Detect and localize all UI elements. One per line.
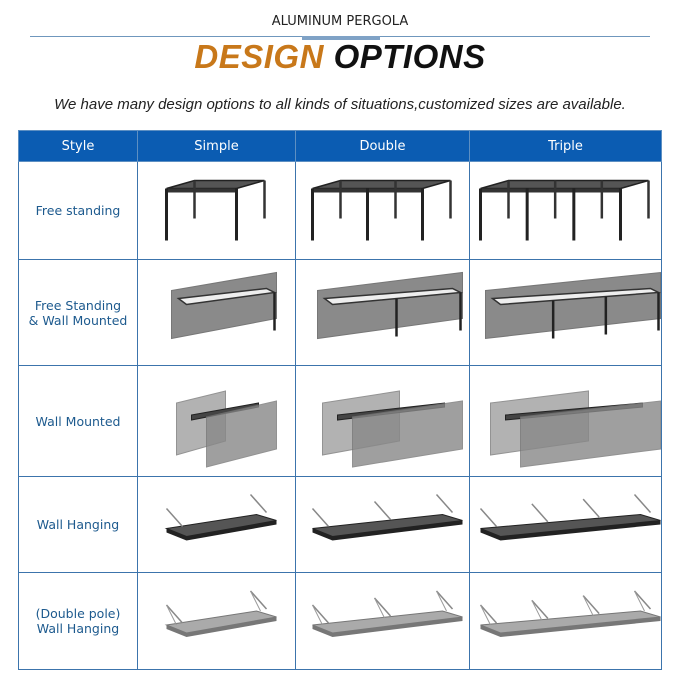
table-row (19, 260, 662, 366)
table-row (19, 366, 662, 477)
pergola-illustration (470, 573, 661, 669)
pergola-image-cell (470, 260, 662, 366)
pergola-image-cell (138, 162, 296, 260)
subtitle: We have many design options to all kinds of situations,customized sizes are available. (54, 96, 626, 113)
pergola-illustration (470, 477, 661, 572)
table-row (19, 162, 662, 260)
pergola-illustration (138, 366, 295, 476)
pergola-illustration (296, 573, 469, 669)
pergola-illustration (470, 366, 661, 476)
table-row (19, 573, 662, 670)
pergola-illustration (138, 162, 295, 259)
pergola-image-cell (138, 477, 296, 573)
style-label: (Double pole) Wall Hanging (19, 573, 138, 670)
pergola-image-cell (470, 366, 662, 477)
title-accent: DESIGN (194, 38, 324, 75)
col-header-simple: Simple (138, 131, 296, 162)
pergola-image-cell (296, 162, 470, 260)
pergola-image-cell (296, 260, 470, 366)
pergola-image-cell (296, 573, 470, 670)
pergola-illustration (138, 260, 295, 365)
pergola-illustration (470, 260, 661, 365)
title-rest: OPTIONS (333, 38, 486, 75)
pergola-illustration (296, 260, 469, 365)
pergola-image-cell (470, 477, 662, 573)
pergola-image-cell (470, 573, 662, 670)
pergola-illustration (296, 477, 469, 572)
pergola-image-cell (138, 260, 296, 366)
pergola-image-cell (470, 162, 662, 260)
pergola-image-cell (296, 366, 470, 477)
style-label: Wall Hanging (19, 477, 138, 573)
pergola-image-cell (296, 477, 470, 573)
pergola-illustration (138, 477, 295, 572)
pergola-illustration (138, 573, 295, 669)
table-row (19, 477, 662, 573)
pergola-illustration (296, 162, 469, 259)
col-header-style: Style (19, 131, 138, 162)
design-options-table (18, 130, 662, 670)
page-title (0, 38, 680, 76)
pergola-image-cell (138, 573, 296, 670)
style-label: Wall Mounted (19, 366, 138, 477)
kicker-title: ALUMINUM PERGOLA (271, 14, 409, 29)
pergola-illustration (470, 162, 661, 259)
pergola-image-cell (138, 366, 296, 477)
col-header-triple: Triple (470, 131, 662, 162)
style-label: Free standing (19, 162, 138, 260)
pergola-illustration (296, 366, 469, 476)
col-header-double: Double (296, 131, 470, 162)
style-label: Free Standing & Wall Mounted (19, 260, 138, 366)
